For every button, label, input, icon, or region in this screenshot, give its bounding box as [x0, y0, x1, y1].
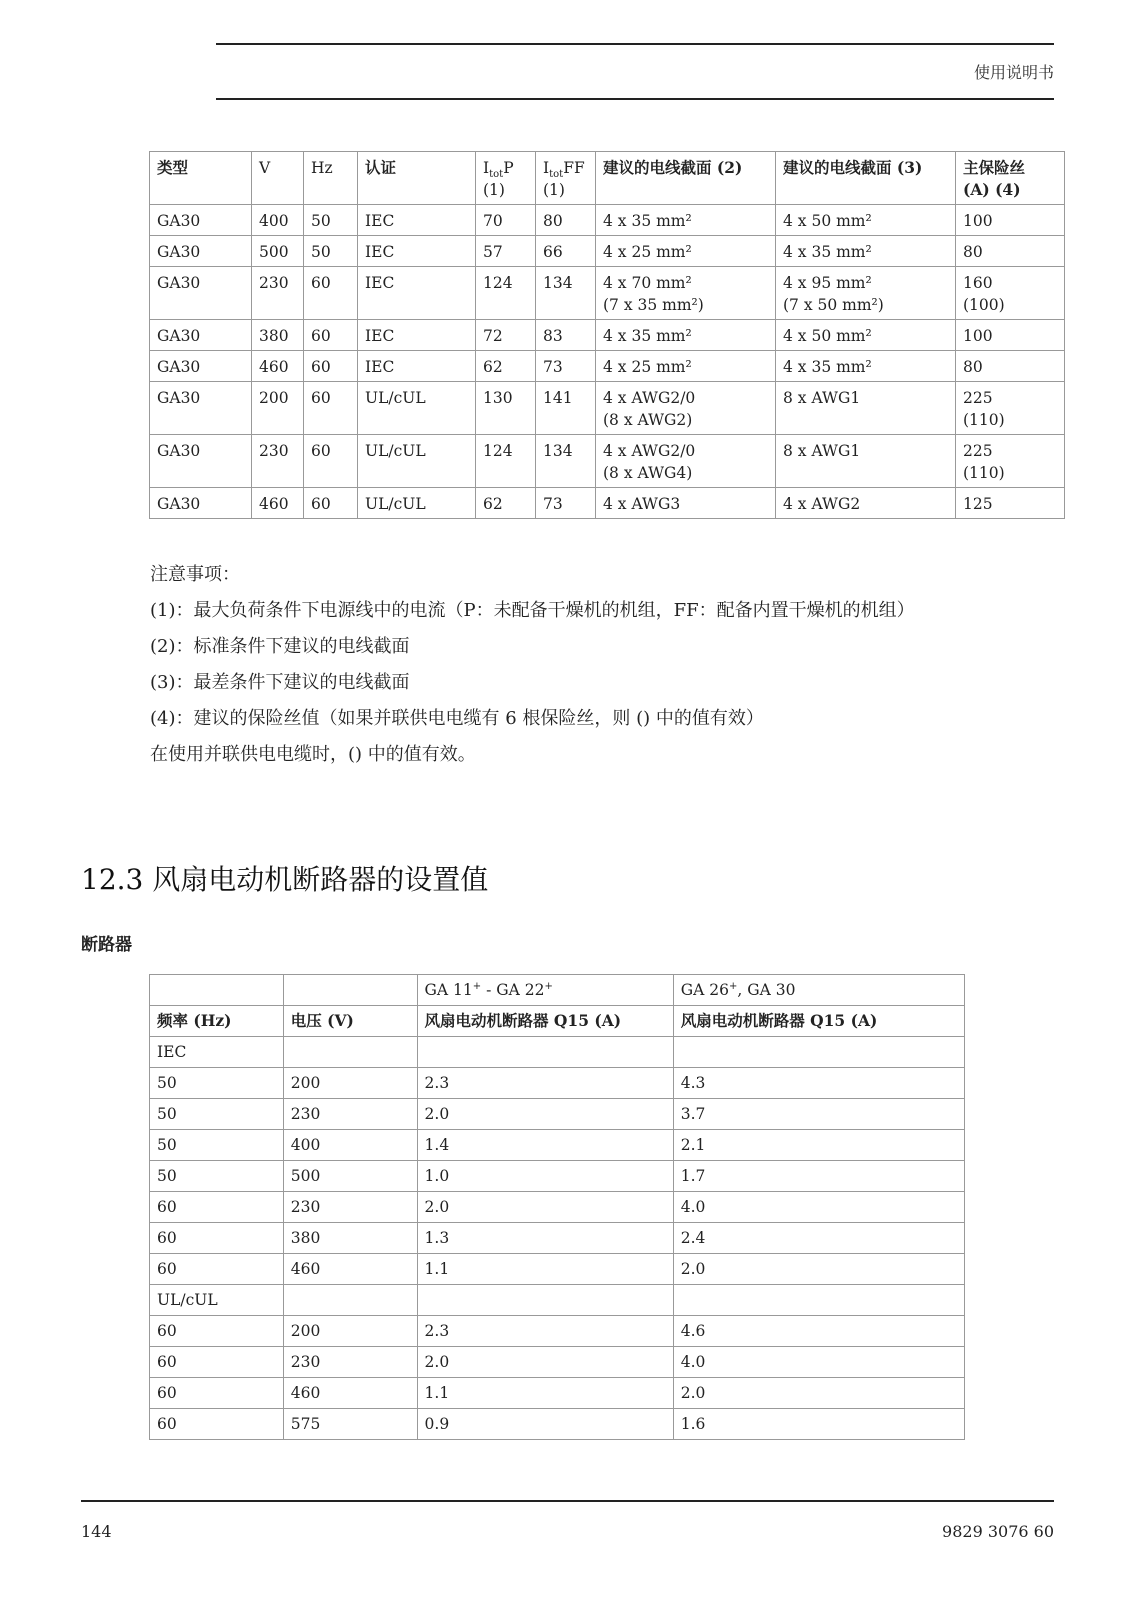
cell-breaker-a: 1.3	[417, 1223, 673, 1254]
cell-breaker-a: 1.0	[417, 1161, 673, 1192]
cell-breaker-b: 2.4	[673, 1223, 964, 1254]
cell-certification: IEC	[358, 267, 476, 320]
cell-frequency: 50	[304, 236, 358, 267]
cell-cable-standard: 4 x 70 mm² (7 x 35 mm²)	[596, 267, 776, 320]
cell-frequency: 60	[150, 1192, 284, 1223]
cell-voltage: 230	[252, 435, 304, 488]
cell-breaker-b: 3.7	[673, 1099, 964, 1130]
cell-voltage: 460	[252, 351, 304, 382]
header-breaker-a: 风扇电动机断路器 Q15 (A)	[417, 1006, 673, 1037]
table-row	[150, 236, 1065, 267]
cell-type: GA30	[150, 382, 252, 435]
header-rule-bottom	[216, 98, 1054, 100]
cell-voltage: 200	[283, 1316, 417, 1347]
table-row	[150, 1099, 965, 1130]
cell-voltage: 200	[283, 1068, 417, 1099]
note-item: (3)：最差条件下建议的电线截面	[150, 672, 410, 693]
cell-frequency: 50	[150, 1099, 284, 1130]
group-header-empty	[150, 975, 284, 1006]
header-cable-standard: 建议的电线截面 (2)	[596, 152, 776, 205]
cell-certification: UL/cUL	[358, 488, 476, 519]
cell-itotff: 73	[536, 488, 596, 519]
cell-type: GA30	[150, 435, 252, 488]
table-row	[150, 1285, 965, 1316]
table-row	[150, 205, 1065, 236]
table-row	[150, 435, 1065, 488]
cell-type: GA30	[150, 488, 252, 519]
cell-main-fuse: 125	[956, 488, 1065, 519]
cell-breaker-a: 1.1	[417, 1378, 673, 1409]
cell-main-fuse: 100	[956, 205, 1065, 236]
cell-frequency: 60	[304, 382, 358, 435]
note-item: (2)：标准条件下建议的电线截面	[150, 636, 410, 657]
cell-cable-standard: 4 x AWG3	[596, 488, 776, 519]
page-number: 144	[81, 1522, 112, 1541]
cell-certification: IEC	[358, 236, 476, 267]
cell-main-fuse: 80	[956, 351, 1065, 382]
cell-breaker-b: 1.6	[673, 1409, 964, 1440]
header-itotp: $I_{tot}P$ (1)	[476, 152, 536, 205]
cell-frequency: 60	[150, 1223, 284, 1254]
table-row	[150, 1068, 965, 1099]
cell-voltage: 400	[283, 1130, 417, 1161]
cable-table-header-row	[150, 152, 1065, 205]
cell-breaker-a	[417, 1037, 673, 1068]
cell-voltage: 500	[252, 236, 304, 267]
table-row	[150, 1378, 965, 1409]
cell-itotp: 62	[476, 351, 536, 382]
cell-itotff: 73	[536, 351, 596, 382]
cell-main-fuse: 160 (100)	[956, 267, 1065, 320]
cell-voltage: 380	[252, 320, 304, 351]
cell-certification: UL/cUL	[358, 435, 476, 488]
cell-voltage: 460	[283, 1378, 417, 1409]
table-row	[150, 1223, 965, 1254]
cell-frequency: 50	[150, 1068, 284, 1099]
cell-frequency: 50	[304, 205, 358, 236]
cell-cable-standard: 4 x AWG2/0 (8 x AWG4)	[596, 435, 776, 488]
header-cable-worst: 建议的电线截面 (3)	[776, 152, 956, 205]
table-row	[150, 1409, 965, 1440]
cell-certification: IEC	[358, 205, 476, 236]
cell-certification: IEC	[358, 351, 476, 382]
header-type: 类型	[150, 152, 252, 205]
cell-breaker-b	[673, 1285, 964, 1316]
header-title: 使用说明书	[973, 63, 1054, 82]
cell-frequency: 50	[150, 1161, 284, 1192]
cell-itotff: 80	[536, 205, 596, 236]
table-row	[150, 351, 1065, 382]
cell-cable-worst: 4 x 35 mm²	[776, 351, 956, 382]
cell-itotp: 70	[476, 205, 536, 236]
note-item: 在使用并联供电电缆时，() 中的值有效。	[150, 744, 476, 765]
cell-frequency: 60	[150, 1378, 284, 1409]
cell-cable-worst: 4 x 95 mm² (7 x 50 mm²)	[776, 267, 956, 320]
group-header-ga11-22: GA 11+ - GA 22+	[417, 975, 673, 1006]
cell-type: GA30	[150, 320, 252, 351]
cell-breaker-b: 2.1	[673, 1130, 964, 1161]
cell-breaker-a: 1.1	[417, 1254, 673, 1285]
cell-certification: UL/cUL	[358, 382, 476, 435]
cell-itotp: 124	[476, 267, 536, 320]
table-row	[150, 488, 1065, 519]
cell-voltage: 400	[252, 205, 304, 236]
cell-voltage: 380	[283, 1223, 417, 1254]
notes-title: 注意事项：	[150, 564, 240, 585]
cell-cable-standard: 4 x 35 mm²	[596, 205, 776, 236]
cell-voltage: 230	[283, 1099, 417, 1130]
cell-breaker-b: 4.3	[673, 1068, 964, 1099]
cell-breaker-a	[417, 1285, 673, 1316]
cell-frequency: 60	[150, 1347, 284, 1378]
cell-itotp: 124	[476, 435, 536, 488]
cell-breaker-a: 2.0	[417, 1192, 673, 1223]
cell-type: GA30	[150, 205, 252, 236]
cell-type: GA30	[150, 351, 252, 382]
cell-certification: IEC	[358, 320, 476, 351]
cell-voltage: 460	[283, 1254, 417, 1285]
cell-itotp: 72	[476, 320, 536, 351]
cell-main-fuse: 225 (110)	[956, 435, 1065, 488]
cell-cable-worst: 4 x 35 mm²	[776, 236, 956, 267]
notes	[150, 563, 915, 779]
note-item: (1)：最大负荷条件下电源线中的电流（P：未配备干燥机的机组，FF：配备内置干燥机的机组）	[150, 600, 915, 621]
header-main-fuse: 主保险丝 (A) (4)	[956, 152, 1065, 205]
cell-type: GA30	[150, 267, 252, 320]
cell-breaker-a: 1.4	[417, 1130, 673, 1161]
cell-voltage: 230	[283, 1192, 417, 1223]
cell-cable-worst: 4 x 50 mm²	[776, 320, 956, 351]
cell-voltage	[283, 1037, 417, 1068]
cell-main-fuse: 225 (110)	[956, 382, 1065, 435]
cell-itotff: 141	[536, 382, 596, 435]
header-v: V	[252, 152, 304, 205]
header-rule-top	[216, 43, 1054, 45]
cell-frequency: UL/cUL	[150, 1285, 284, 1316]
cell-breaker-a: 2.3	[417, 1068, 673, 1099]
cell-itotp: 62	[476, 488, 536, 519]
cell-itotp: 57	[476, 236, 536, 267]
table-row	[150, 1254, 965, 1285]
cell-main-fuse: 100	[956, 320, 1065, 351]
cell-breaker-b: 2.0	[673, 1378, 964, 1409]
cell-cable-standard: 4 x AWG2/0 (8 x AWG2)	[596, 382, 776, 435]
table-row	[150, 382, 1065, 435]
cell-breaker-a: 0.9	[417, 1409, 673, 1440]
note-item: (4)：建议的保险丝值（如果并联供电电缆有 6 根保险丝，则 () 中的值有效）	[150, 708, 764, 729]
breaker-group-header-row	[150, 975, 965, 1006]
table-row	[150, 320, 1065, 351]
header-hz: Hz	[304, 152, 358, 205]
cell-voltage	[283, 1285, 417, 1316]
cell-breaker-a: 2.3	[417, 1316, 673, 1347]
cell-itotp: 130	[476, 382, 536, 435]
header-voltage: 电压 (V)	[283, 1006, 417, 1037]
cell-cable-worst: 8 x AWG1	[776, 382, 956, 435]
cell-frequency: 60	[304, 435, 358, 488]
table-row	[150, 1192, 965, 1223]
cell-cable-worst: 8 x AWG1	[776, 435, 956, 488]
cell-cable-worst: 4 x AWG2	[776, 488, 956, 519]
footer-rule	[81, 1500, 1054, 1502]
cell-frequency: IEC	[150, 1037, 284, 1068]
cell-voltage: 575	[283, 1409, 417, 1440]
cell-voltage: 230	[283, 1347, 417, 1378]
cell-frequency: 60	[304, 488, 358, 519]
table-row	[150, 1316, 965, 1347]
cell-frequency: 50	[150, 1130, 284, 1161]
cell-breaker-b: 1.7	[673, 1161, 964, 1192]
cell-breaker-b: 4.0	[673, 1192, 964, 1223]
breaker-header-row	[150, 1006, 965, 1037]
table-row	[150, 1161, 965, 1192]
table-row	[150, 1130, 965, 1161]
cell-breaker-a: 2.0	[417, 1099, 673, 1130]
cell-breaker-b: 4.6	[673, 1316, 964, 1347]
header-breaker-b: 风扇电动机断路器 Q15 (A)	[673, 1006, 964, 1037]
cell-itotff: 66	[536, 236, 596, 267]
cell-itotff: 134	[536, 267, 596, 320]
table-row	[150, 267, 1065, 320]
cell-itotff: 134	[536, 435, 596, 488]
cell-itotff: 83	[536, 320, 596, 351]
cell-breaker-b: 4.0	[673, 1347, 964, 1378]
sub-heading: 断路器	[81, 935, 132, 955]
cell-breaker-a: 2.0	[417, 1347, 673, 1378]
cell-breaker-b: 2.0	[673, 1254, 964, 1285]
cable-table	[149, 151, 1065, 519]
cell-main-fuse: 80	[956, 236, 1065, 267]
doc-number: 9829 3076 60	[942, 1522, 1054, 1541]
cell-frequency: 60	[150, 1316, 284, 1347]
cell-breaker-b	[673, 1037, 964, 1068]
header-itotff: $I_{tot}FF$ (1)	[536, 152, 596, 205]
group-header-ga26-30: GA 26+, GA 30	[673, 975, 964, 1006]
cell-voltage: 200	[252, 382, 304, 435]
cell-cable-standard: 4 x 35 mm²	[596, 320, 776, 351]
cell-frequency: 60	[150, 1254, 284, 1285]
cell-voltage: 460	[252, 488, 304, 519]
cell-voltage: 500	[283, 1161, 417, 1192]
cell-cable-standard: 4 x 25 mm²	[596, 236, 776, 267]
cell-cable-standard: 4 x 25 mm²	[596, 351, 776, 382]
cell-frequency: 60	[150, 1409, 284, 1440]
cell-type: GA30	[150, 236, 252, 267]
cell-voltage: 230	[252, 267, 304, 320]
table-row	[150, 1037, 965, 1068]
cell-frequency: 60	[304, 320, 358, 351]
header-cert: 认证	[358, 152, 476, 205]
group-header-empty	[283, 975, 417, 1006]
breaker-table	[149, 974, 965, 1440]
cell-frequency: 60	[304, 351, 358, 382]
cell-frequency: 60	[304, 267, 358, 320]
header-frequency: 频率 (Hz)	[150, 1006, 284, 1037]
table-row	[150, 1347, 965, 1378]
cell-cable-worst: 4 x 50 mm²	[776, 205, 956, 236]
section-heading: 12.3 风扇电动机断路器的设置值	[81, 863, 489, 896]
